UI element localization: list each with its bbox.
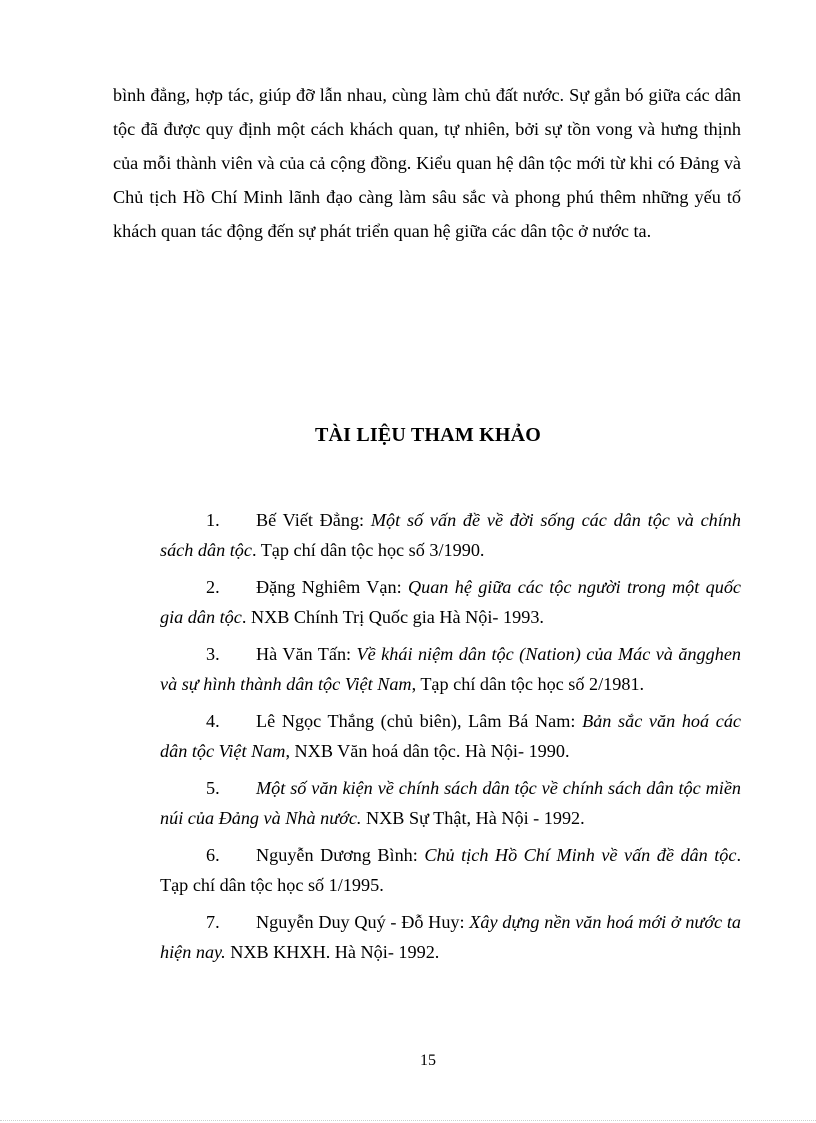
references-list (160, 505, 741, 974)
reference-number: 4. (206, 711, 220, 731)
reference-title: Về khái niệm dân tộc (Nation) của Mác và ăngghen và sự hình thành dân tộc Việt Nam (160, 644, 741, 694)
reference-item-5 (160, 773, 741, 833)
reference-author: Bế Viết Đẳng: (256, 510, 371, 530)
reference-author: Hà Văn Tấn: (256, 644, 357, 664)
reference-details: , NXB Văn hoá dân tộc. Hà Nội- 1990. (285, 741, 570, 761)
reference-details: NXB Sự Thật, Hà Nội - 1992. (361, 808, 585, 828)
reference-number: 7. (206, 912, 220, 932)
page-bottom-divider (0, 1120, 816, 1121)
reference-item-4 (160, 706, 741, 766)
references-heading: TÀI LIỆU THAM KHẢO (314, 424, 542, 446)
body-paragraph: bình đẳng, hợp tác, giúp đỡ lẫn nhau, cùng làm chủ đất nước. Sự gắn bó giữa các dân tộc đã được quy định một cách khách quan, tự nhiên, bởi sự tồn vong và hưng thịnh của mỗi thành viên và của cả cộng đồng. Kiểu quan hệ dân tộc mới từ khi có Đảng và Chủ tịch Hồ Chí Minh lãnh đạo càng làm sâu sắc và phong phú thêm những yếu tố khách quan tác động đến sự phát triển quan hệ giữa các dân tộc ở nước ta. (113, 85, 741, 241)
reference-author: Lê Ngọc Thắng (chủ biên), Lâm Bá Nam: (256, 711, 583, 731)
reference-details: , Tạp chí dân tộc học số 2/1981. (411, 674, 645, 694)
reference-author: Nguyễn Duy Quý - Đỗ Huy: (256, 912, 470, 932)
reference-number: 5. (206, 778, 220, 798)
reference-details: . Tạp chí dân tộc học số 3/1990. (251, 540, 485, 560)
reference-author: Nguyễn Dương Bình: (256, 845, 425, 865)
reference-details: NXB KHXH. Hà Nội- 1992. (225, 942, 440, 962)
reference-item-6 (160, 840, 741, 900)
reference-title: Bản sắc văn hoá các dân tộc Việt Nam (160, 711, 741, 761)
reference-number: 3. (206, 644, 220, 664)
reference-title: Xây dựng nền văn hoá mới ở nước ta hiện nay. (160, 912, 741, 962)
reference-title: Một số văn kiện về chính sách dân tộc về chính sách dân tộc miền núi của Đảng và Nhà nước. (160, 778, 741, 828)
reference-number: 2. (206, 577, 220, 597)
reference-author: Đặng Nghiêm Vạn: (256, 577, 408, 597)
reference-details: . NXB Chính Trị Quốc gia Hà Nội- 1993. (241, 607, 544, 627)
reference-number: 1. (206, 510, 220, 530)
reference-item-3 (160, 639, 741, 699)
reference-title: Chủ tịch Hồ Chí Minh về vấn đề dân tộc (424, 845, 737, 865)
reference-item-2 (160, 572, 741, 632)
reference-item-7 (160, 907, 741, 967)
reference-item-1 (160, 505, 741, 565)
reference-title: Quan hệ giữa các tộc người trong một quốc gia dân tộc (160, 577, 741, 627)
reference-title: Một số vấn đề về đời sống các dân tộc và chính sách dân tộc (160, 510, 741, 560)
page-number: 15 (420, 1052, 436, 1069)
reference-details: . Tạp chí dân tộc học số 1/1995. (160, 845, 741, 895)
reference-number: 6. (206, 845, 220, 865)
